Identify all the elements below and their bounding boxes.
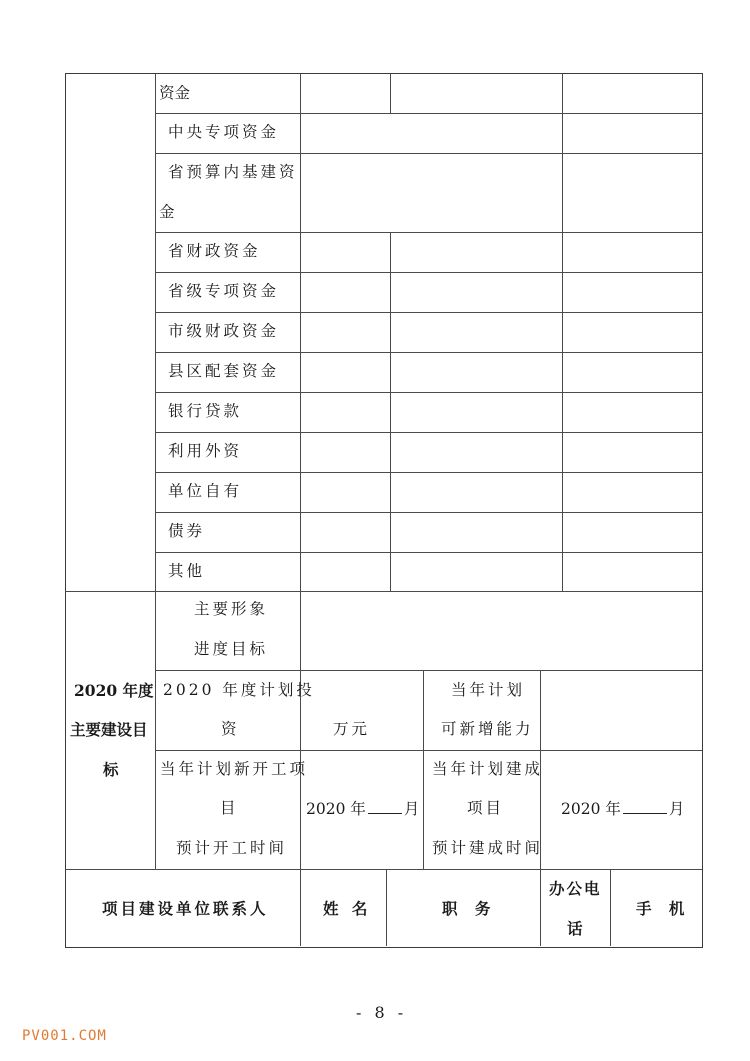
funding-central-special: 中央专项资金 bbox=[168, 123, 280, 141]
contact-mobile: 手 机 bbox=[636, 899, 691, 918]
col-divider bbox=[300, 73, 301, 591]
start-year: 2020 年 bbox=[306, 800, 366, 818]
funding-self-owned: 单位自有 bbox=[168, 482, 243, 500]
complete-date bbox=[561, 801, 684, 818]
col-divider bbox=[390, 73, 391, 113]
funding-prov-budget-line1: 省预算内基建资 bbox=[168, 163, 298, 181]
col-divider bbox=[390, 232, 391, 591]
completed-line3: 预计建成时间 bbox=[432, 839, 544, 857]
complete-month-blank bbox=[623, 801, 667, 814]
new-capacity-line2: 可新增能力 bbox=[441, 720, 534, 738]
row-divider bbox=[155, 113, 702, 114]
funding-bank-loan: 银行贷款 bbox=[168, 402, 243, 420]
col-divider bbox=[155, 591, 156, 869]
new-start-line3: 预计开工时间 bbox=[176, 839, 288, 857]
completed-line2: 项目 bbox=[467, 799, 505, 817]
row-divider bbox=[155, 232, 702, 233]
targets-section-line1: 2020 年度 bbox=[74, 681, 154, 700]
row-divider bbox=[155, 392, 702, 393]
row-divider bbox=[155, 670, 702, 671]
contact-office-line2: 话 bbox=[567, 919, 583, 938]
funding-prov-finance: 省财政资金 bbox=[168, 242, 261, 260]
start-month: 月 bbox=[403, 800, 420, 818]
start-date bbox=[306, 801, 419, 818]
row-divider bbox=[155, 352, 702, 353]
start-month-blank bbox=[368, 801, 402, 814]
plan-invest-line2: 资 bbox=[221, 720, 237, 738]
complete-year: 2020 年 bbox=[561, 800, 621, 818]
funding-city-finance: 市级财政资金 bbox=[168, 322, 280, 340]
funding-prov-special: 省级专项资金 bbox=[168, 282, 280, 300]
new-start-line2: 目 bbox=[220, 799, 236, 817]
watermark-text: PV001.COM bbox=[22, 1028, 107, 1044]
row-divider bbox=[155, 432, 702, 433]
page-number: - 8 - bbox=[356, 1003, 408, 1022]
section-divider bbox=[65, 869, 702, 870]
col-divider bbox=[155, 73, 156, 591]
col-divider bbox=[300, 591, 301, 869]
section-divider bbox=[65, 591, 702, 592]
new-start-line1: 当年计划新开工项 bbox=[160, 760, 309, 778]
row-divider bbox=[155, 750, 702, 751]
row-divider bbox=[155, 472, 702, 473]
image-progress-line2: 进度目标 bbox=[194, 640, 269, 658]
completed-line1: 当年计划建成 bbox=[432, 760, 544, 778]
col-divider bbox=[300, 869, 301, 946]
contact-office-line1: 办公电 bbox=[549, 879, 602, 898]
plan-invest-line1: 2020 年度计划投 bbox=[163, 681, 315, 699]
plan-invest-unit: 万元 bbox=[333, 720, 371, 738]
new-capacity-line1: 当年计划 bbox=[451, 681, 526, 699]
funding-county-matching: 县区配套资金 bbox=[168, 362, 280, 380]
col-divider bbox=[540, 869, 541, 946]
col-divider bbox=[386, 869, 387, 946]
image-progress-line1: 主要形象 bbox=[194, 600, 269, 618]
targets-section-line3: 标 bbox=[103, 760, 119, 779]
row-divider bbox=[155, 552, 702, 553]
funding-foreign-capital: 利用外资 bbox=[168, 442, 243, 460]
row-divider bbox=[155, 512, 702, 513]
col-divider bbox=[562, 73, 563, 591]
row-divider bbox=[155, 153, 702, 154]
funding-other: 其他 bbox=[168, 562, 206, 580]
targets-section-line2: 主要建设目 bbox=[70, 720, 148, 739]
funding-bonds: 债券 bbox=[168, 522, 206, 540]
col-divider bbox=[423, 670, 424, 869]
contact-name: 姓 名 bbox=[323, 899, 372, 918]
col-divider bbox=[610, 869, 611, 946]
row-divider bbox=[155, 312, 702, 313]
contact-position: 职 务 bbox=[442, 899, 497, 918]
contact-label: 项目建设单位联系人 bbox=[102, 899, 269, 918]
row-divider bbox=[155, 272, 702, 273]
funding-continuation: 资金 bbox=[159, 84, 191, 102]
funding-prov-budget-line2: 金 bbox=[159, 203, 175, 221]
complete-month: 月 bbox=[668, 800, 685, 818]
